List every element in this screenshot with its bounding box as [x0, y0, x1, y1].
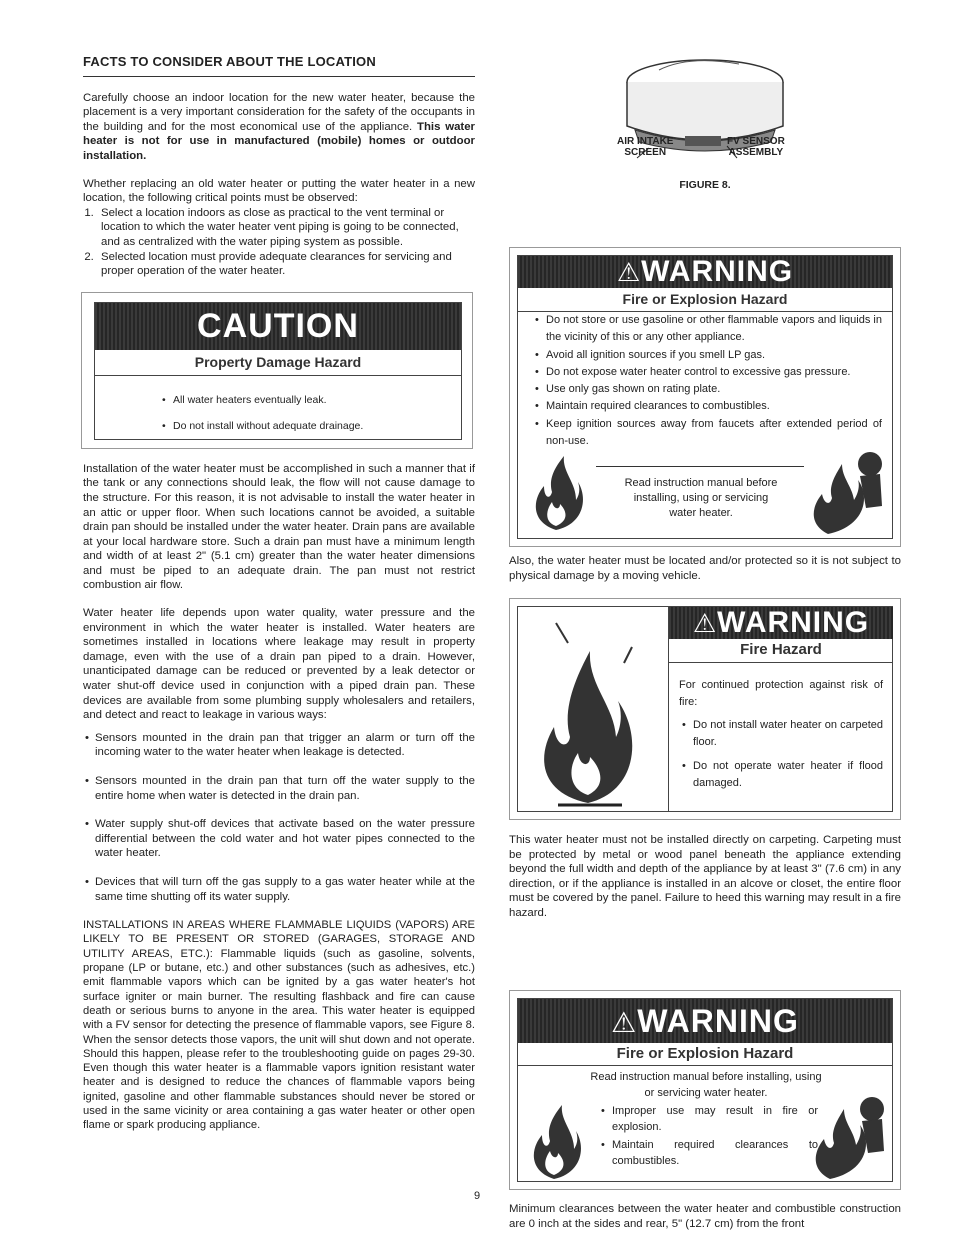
flammable-paragraph: INSTALLATIONS IN AREAS WHERE FLAMMABLE LIQUIDS (VAPORS) ARE LIKELY TO BE PRESENT OR STORED (GARAGES, STORAGE AND UTILITY AREAS, ETC.): Flammable liquids (such as gasoline, solvents, propane (LP or butane, etc.) and other substances (such as adhesives, etc.) emit flammable vapors which can be ignited by a gas water heater's hot surface igniter or main burner. The resulting flashback and fire can cause death or serious burns to anyone in the area. This water heater is equipped with a FV sensor for detecting the presence of flammable vapors, see Figure 8. When the sensor detects those vapors, the unit will shut down and not operate. Should this happen, please refer to the troubleshooting guide on pages 29-30. Even though this water heater is a flammable vapors ignition resistant water heater and is designed to reduce the chances of flammable vapors being ignited, gasoline and other flammable substances should never be stored or used in the same vicinity or area containing a gas water heater or other open flame or spark producing appliance. [83, 919, 475, 1132]
vehicle-paragraph: Also, the water heater must be located and/or protected so it is not subject to physical damage by a moving vehicle. [509, 555, 901, 582]
clearances-paragraph: Minimum clearances between the water heater and combustible construction are 0 inch at the sides and rear, 5" (12.7 cm) from the front [509, 1203, 901, 1230]
list-item: • Do not store or use gasoline or other flammable vapors and liquids in the vicinity of this or any other appliance. [532, 312, 882, 347]
list-item: • Sensors mounted in the drain pan that turn off the water supply to the entire home when water is detected in the drain pan. [83, 774, 475, 803]
section-heading: FACTS TO CONSIDER ABOUT THE LOCATION [83, 55, 475, 77]
caution-banner: CAUTION [95, 303, 461, 350]
warning-subtitle: Fire or Explosion Hazard [518, 1047, 892, 1066]
list-item: • Improper use may result in fire or explosion. [598, 1103, 818, 1135]
mobile-home-note: This water heater is not for use in manufactured (mobile) homes or outdoor installation. [83, 120, 475, 162]
water-quality-paragraph: Water heater life depends upon water quality, water pressure and the environment in which the water heater is installed. Water heaters are sometimes installed in locations where leakage may result in property damage, even with the use of a drain pan piped to a drain. However, unanticipated damage can be reduced or prevented by a leak detector or water shut-off device used in conjunction with a piped drain pan. These devices are available from some plumbing supply wholesalers and retailers, and detect and react to leakage in various ways: [83, 607, 475, 722]
caution-subtitle: Property Damage Hazard [95, 355, 461, 377]
air-intake-label: AIR INTAKE SCREEN [617, 136, 674, 158]
warning-banner: ⚠WARNING [518, 999, 892, 1043]
critical-points-list [83, 206, 475, 279]
flame-icon [524, 1101, 584, 1181]
right-column [509, 50, 901, 1230]
list-item: • Do not install water heater on carpeted floor. [679, 717, 883, 752]
list-item: • Do not operate water heater if flood damaged. [679, 758, 883, 793]
list-item: • Do not install without adequate drainage. [159, 413, 429, 439]
list-item: • Devices that will turn off the gas supply to a gas water heater while at the same time shutting off its water supply. [83, 875, 475, 904]
warning-box-fire-explosion [509, 247, 901, 547]
warning-box-fire-explosion-2 [509, 990, 901, 1190]
drain-pan-paragraph: Installation of the water heater must be accomplished in such a manner that if the tank or any connections should leak, the flow will not cause damage to the structure. For this reason, it is not advisable to install the water heater in an attic or upper floor. When such locations cannot be avoided, a suitable drain pan should be installed under the water heater. Drain pans are available at your local hardware store. Such a drain pan must have a minimum length and width of at least 2" (5.1 cm) greater than the water heater dimensions and must be piped to an adequate drain. The pan must not restrict combustion air flow. [83, 462, 475, 592]
fv-sensor-label: FV SENSOR ASSEMBLY [727, 136, 785, 158]
person-fire-icon [808, 446, 888, 536]
water-heater-base-illustration [509, 50, 901, 170]
page-number: 9 [473, 1190, 481, 1202]
left-column [83, 50, 475, 1146]
replacing-paragraph: Whether replacing an old water heater or putting the water heater in a new location, the following critical points must be observed: [83, 177, 475, 205]
warning-subtitle: Fire Hazard [669, 643, 893, 663]
warning-intro: For continued protection against risk of fire: [679, 679, 883, 708]
warning-triangle-icon: ⚠ [611, 1007, 638, 1038]
caution-box [83, 292, 475, 448]
person-fire-icon [810, 1091, 890, 1181]
warning-triangle-icon: ⚠ [616, 257, 642, 287]
warning-footer-text: Read instruction manual before installing, using or servicing water heater. [624, 477, 778, 519]
warning-items [598, 1103, 818, 1169]
figure-8 [509, 50, 901, 250]
leak-devices-list [83, 731, 475, 904]
figure-caption: FIGURE 8. [679, 179, 731, 191]
list-item: • Do not expose water heater control to excessive gas pressure. [532, 364, 882, 381]
list-item: • All water heaters eventually leak. [159, 387, 429, 413]
warning-intro: Read instruction manual before installing, using or servicing water heater. [590, 1071, 822, 1099]
warning-banner: ⚠WARNING [518, 256, 892, 288]
list-item: 2. Selected location must provide adequate clearances for servicing and proper operation of the water heater. [97, 250, 475, 279]
warning-items [679, 717, 883, 792]
carpeting-paragraph: This water heater must not be installed directly on carpeting. Carpeting must be protected by metal or wood panel beneath the appliance extending beyond the full width and depth of the appliance by at least 3" (7.6 cm) in any direction, or if the appliance is installed in an alcove or closet, the entire floor must be covered by the panel. Failure to heed this warning may result in a fire hazard. [509, 834, 901, 919]
warning-box-fire-hazard [509, 598, 901, 820]
large-flame-icon [528, 607, 648, 807]
warning-banner: ⚠WARNING [669, 607, 893, 639]
list-item: • Maintain required clearances to combustibles. [598, 1137, 818, 1169]
warning-items [532, 312, 882, 450]
list-item: • Avoid all ignition sources if you smell LP gas. [532, 347, 882, 364]
intro-paragraph: Carefully choose an indoor location for the new water heater, because the placement is a very important consideration for the safety of the occupants in the building and for the most economical use of the appliance. This water heater is not for use in manufactured (mobile) homes or outdoor installation. [83, 91, 475, 162]
list-item: • Water supply shut-off devices that activate based on the water pressure differential between the cold water and hot water pipes connected to the water heater. [83, 817, 475, 861]
caution-items [159, 387, 429, 439]
list-item: • Maintain required clearances to combustibles. [532, 398, 882, 415]
warning-subtitle: Fire or Explosion Hazard [518, 292, 892, 312]
list-item: 1. Select a location indoors as close as practical to the vent terminal or location to which the water heater vent piping is going to be connected, and as centralized with the water piping system as possible. [97, 206, 475, 250]
flame-icon [526, 452, 586, 532]
list-item: • Use only gas shown on rating plate. [532, 381, 882, 398]
list-item: • Keep ignition sources away from faucets after extended period of non-use. [532, 416, 882, 451]
warning-triangle-icon: ⚠ [692, 608, 718, 638]
list-item: • Sensors mounted in the drain pan that trigger an alarm or turn off the incoming water to the water heater when leakage is detected. [83, 731, 475, 760]
